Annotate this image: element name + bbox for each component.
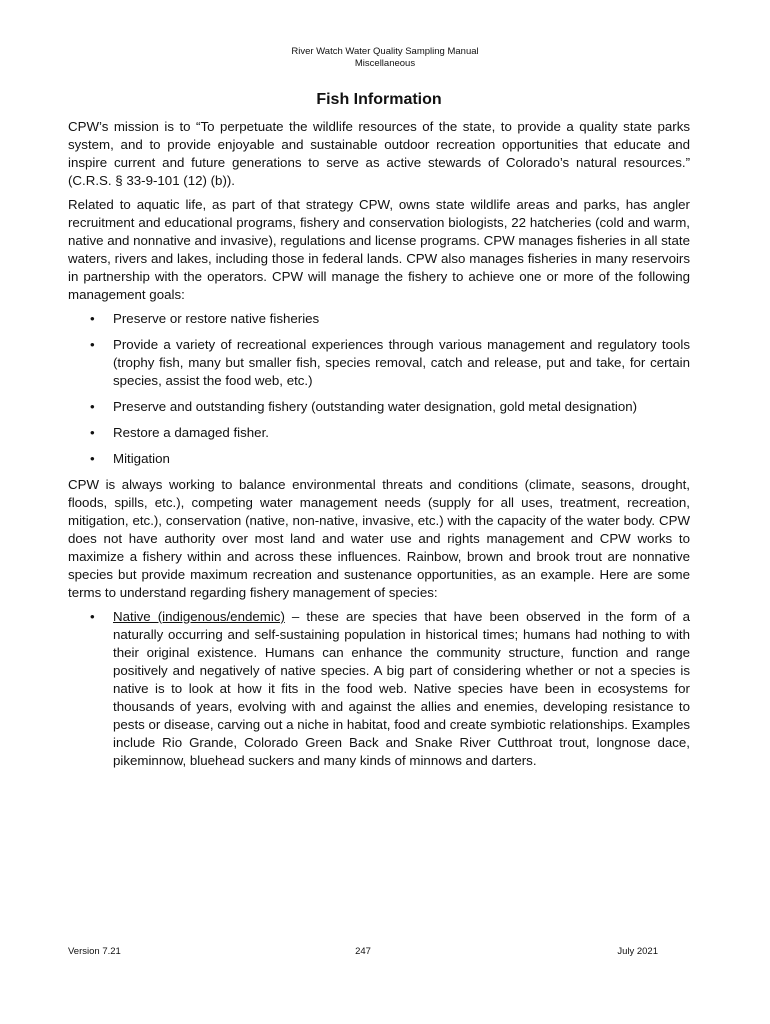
footer-date: July 2021 xyxy=(617,946,658,957)
list-item xyxy=(68,424,690,442)
footer-version: Version 7.21 xyxy=(68,946,121,957)
page-title: Fish Information xyxy=(316,91,442,108)
page-content xyxy=(68,90,690,778)
term-native: Native (indigenous/endemic) xyxy=(113,609,285,624)
list-item xyxy=(68,450,690,468)
goal-text: Restore a damaged fisher. xyxy=(113,425,269,440)
goal-text: Preserve or restore native fisheries xyxy=(113,311,320,326)
aquatic-life-paragraph: Related to aquatic life, as part of that strategy CPW, owns state wildlife areas and parks, has angler recruitment and educational programs, fishery and conservation biologists, 22 hatcheries (cold and warm, native and nonnative and invasive), regulations and license programs. CPW manages fisheries in all state waters, rivers and lakes, including those in federal lands. CPW also manages fisheries in many reservoirs in partnership with the operators. CPW will manage the fishery to achieve one or more of the following management goals: xyxy=(68,197,690,302)
bullet-icon: • xyxy=(90,399,95,414)
bullet-icon: • xyxy=(90,337,95,352)
footer-page-number: 247 xyxy=(355,946,371,957)
terms-list xyxy=(68,608,690,770)
section-name: Miscellaneous xyxy=(354,58,416,69)
management-goals-list xyxy=(68,310,690,468)
mission-paragraph: CPW’s mission is to “To perpetuate the wildlife resources of the state, to provide a quality state parks system, and to provide enjoyable and sustainable outdoor recreation opportunities that educate and inspire current and future generations to serve as active stewards of Colorado’s natural resources.” (C.R.S. § 33-9-101 (12) (b)). xyxy=(68,119,690,188)
goal-text: Mitigation xyxy=(113,451,170,466)
goal-text: Preserve and outstanding fishery (outstanding water designation, gold metal designation) xyxy=(113,399,638,414)
manual-title: River Watch Water Quality Sampling Manual xyxy=(291,46,479,57)
balance-paragraph: CPW is always working to balance environmental threats and conditions (climate, seasons, drought, floods, spills, etc.), competing water management needs (supply for all uses, treatment, recreation, mitigation, etc.), conservation (native, non-native, invasive, etc.) with the capacity of the water body. CPW does not have authority over most land and water use and rights management and CPW works to maximize a fishery within and across these influences. Rainbow, brown and brook trout are nonnative species but provide maximum recreation and sustenance opportunities, as an example. Here are some terms to understand regarding fishery management of species: xyxy=(68,477,690,600)
term-definition: – these are species that have been observed in the form of a naturally occurring and self-sustaining population in historical times; humans had nothing to with their original existence. Humans can enhance the community structure, function and range positively and negatively of native species. A big part of considering whether or not a species is native is to look at how it fits in the food web. Native species have been in ecosystems for thousands of years, evolving with and against the allies and enemies, developing resistance to pests or disease, carving out a niche in habitat, food and create symbiotic relationships. Examples include Rio Grande, Colorado Green Back and Snake River Cutthroat trout, longnose dace, pikeminnow, bluehead suckers and many kinds of minnows and darters. xyxy=(113,609,690,768)
list-item xyxy=(68,310,690,328)
running-header xyxy=(0,46,770,70)
bullet-icon: • xyxy=(90,451,95,466)
list-item xyxy=(68,608,690,770)
list-item xyxy=(68,336,690,390)
bullet-icon: • xyxy=(90,311,95,326)
list-item xyxy=(68,398,690,416)
bullet-icon: • xyxy=(90,609,95,624)
bullet-icon: • xyxy=(90,425,95,440)
goal-text: Provide a variety of recreational experiences through various management and regulatory tools (trophy fish, many but smaller fish, species removal, catch and release, put and take, for certain species, assist the food web, etc.) xyxy=(113,337,690,388)
